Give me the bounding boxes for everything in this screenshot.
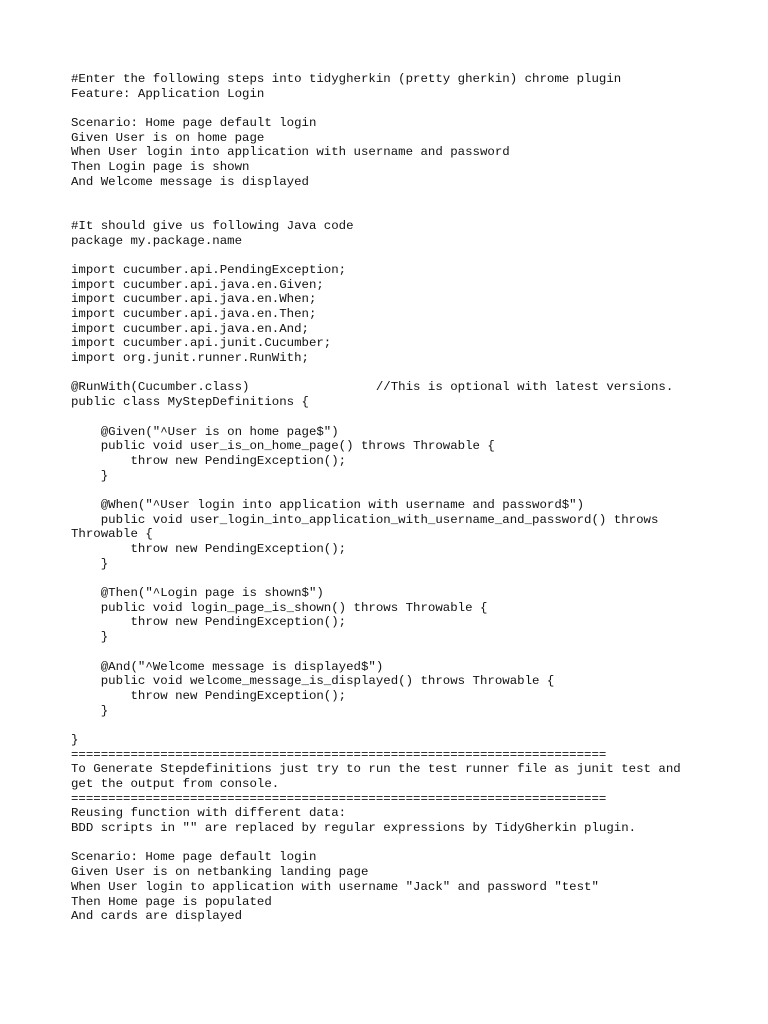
text-line: } [71, 630, 109, 645]
separator-line: ======================================================================== [71, 747, 607, 762]
text-line: get the output from console. [71, 777, 280, 791]
text-line: throw new PendingException(); [71, 453, 347, 468]
text-line: throw new PendingException(); [71, 688, 347, 703]
text-line: public void user_login_into_application_with_username_and_password() throws [71, 512, 659, 527]
text-line: Feature: Application Login [71, 86, 265, 101]
text-line: @RunWith(Cucumber.class) //This is optional with latest versions. [71, 380, 674, 395]
text-line: } [71, 732, 79, 747]
text-line: import cucumber.api.java.en.Then; [71, 307, 317, 321]
text-line: Then Home page is populated [71, 894, 272, 909]
separator-line: ======================================================================== [71, 791, 607, 806]
text-line: import cucumber.api.java.en.When; [71, 292, 317, 307]
text-line: And Welcome message is displayed [71, 174, 309, 189]
text-line: @Given("^User is on home page$") [71, 424, 339, 439]
blank-line [71, 366, 711, 381]
text-line: Then Login page is shown [71, 160, 250, 175]
text-line: import org.junit.runner.RunWith; [71, 351, 309, 366]
blank-line [71, 483, 711, 498]
blank-line [71, 248, 711, 263]
text-line: import cucumber.api.java.en.Given; [71, 277, 324, 292]
text-line: import cucumber.api.PendingException; [71, 262, 347, 277]
blank-line [71, 204, 711, 219]
text-line: #It should give us following Java code [71, 218, 354, 233]
text-line: Scenario: Home page default login [71, 116, 317, 131]
text-line: BDD scripts in "" are replaced by regular expressions by TidyGherkin plugin. [71, 821, 637, 836]
text-line: Throwable { [71, 527, 153, 542]
text-line: } [71, 556, 109, 571]
blank-line [71, 645, 711, 660]
text-line: public class MyStepDefinitions { [71, 395, 309, 410]
text-line: @When("^User login into application with username and password$") [71, 497, 585, 512]
text-line: } [71, 468, 109, 483]
blank-line [71, 190, 711, 205]
text-line: When User login into application with username and password [71, 145, 510, 160]
text-line: public void welcome_message_is_displayed() throws Throwable { [71, 674, 555, 689]
text-line: package my.package.name [71, 233, 243, 248]
text-line: @And("^Welcome message is displayed$") [71, 659, 384, 674]
text-line: Given User is on netbanking landing page [71, 865, 369, 880]
text-line: Given User is on home page [71, 130, 265, 145]
text-line: #Enter the following steps into tidygherkin (pretty gherkin) chrome plugin [71, 72, 622, 86]
blank-line [71, 571, 711, 586]
text-line: public void login_page_is_shown() throws Throwable { [71, 600, 488, 615]
text-line: Scenario: Home page default login [71, 850, 317, 865]
text-line: throw new PendingException(); [71, 542, 347, 556]
text-line: When User login to application with username "Jack" and password "test" [71, 879, 599, 894]
text-line: And cards are displayed [71, 909, 243, 924]
text-line: throw new PendingException(); [71, 615, 347, 630]
text-line: import cucumber.api.junit.Cucumber; [71, 336, 332, 351]
document-page [71, 72, 711, 924]
text-line: } [71, 703, 109, 718]
blank-line [71, 718, 711, 733]
text-line: public void user_is_on_home_page() throws Throwable { [71, 439, 495, 454]
blank-line [71, 836, 711, 851]
blank-line [71, 410, 711, 425]
blank-line [71, 101, 711, 116]
text-line: @Then("^Login page is shown$") [71, 586, 324, 601]
text-line: To Generate Stepdefinitions just try to run the test runner file as junit test and [71, 762, 681, 777]
text-line: import cucumber.api.java.en.And; [71, 321, 309, 336]
text-line: Reusing function with different data: [71, 806, 347, 821]
